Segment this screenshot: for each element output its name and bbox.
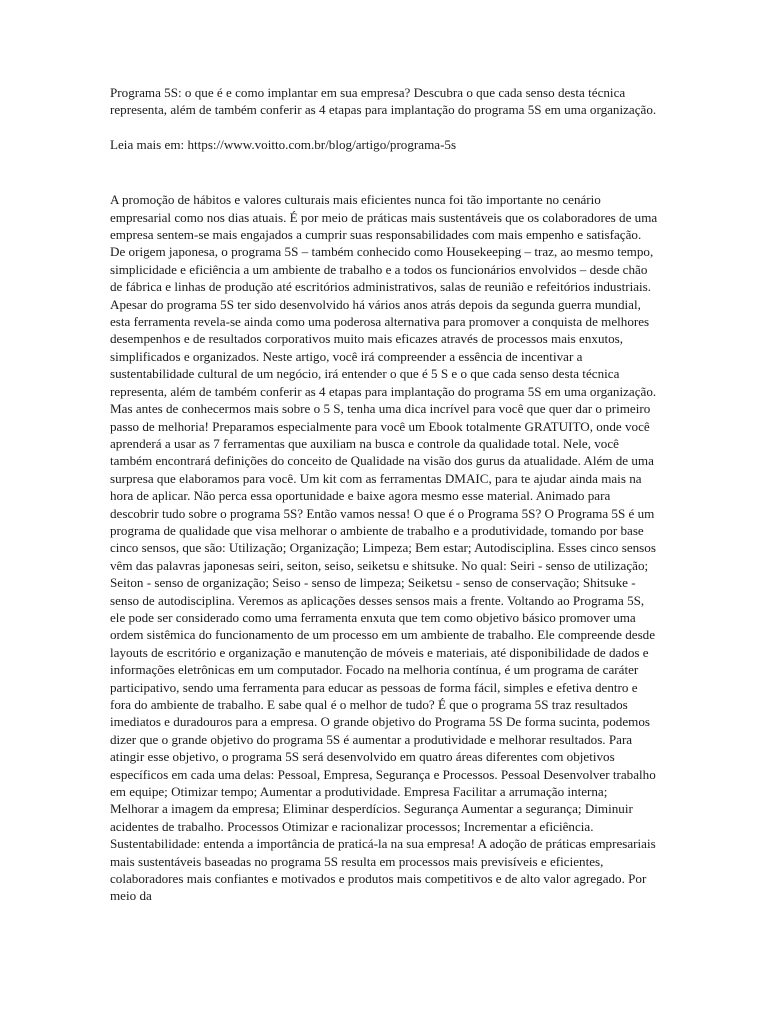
read-more-line: Leia mais em: https://www.voitto.com.br/blog/artigo/programa-5s — [110, 136, 457, 152]
body-paragraph: A promoção de hábitos e valores culturais mais eficientes nunca foi tão importante no cenário empresarial como nos dias atuais. É por meio de práticas mais sustentáveis que os colaboradores de uma empresa sentem-se mais engajados a cumprir suas responsabilidades com mais empenho e satisfação. De origem japonesa, o programa 5S – também conhecido como Housekeeping – traz, ao mesmo tempo, simplicidade e eficiência a um ambiente de trabalho e a todos os funcionários envolvidos – desde chão de fábrica e linhas de produção até escritórios administrativos, salas de reunião e refeitórios industriais. Apesar do programa 5S ter sido desenvolvido há vários anos atrás depois da segunda guerra mundial, esta ferramenta revela-se ainda como uma poderosa alternativa para promover a conquista de melhores desempenhos e de resultados corporativos muito mais eficazes através de processos mais enxutos, simplificados e organizados. Neste artigo, você irá compreender a essência de incentivar a sustentabilidade cultural de um negócio, irá entender o que é 5 S e o que cada senso desta técnica representa, além de também conferir as 4 etapas para implantação do programa 5S em uma organização. Mas antes de conhecermos mais sobre o 5 S, tenha uma dica incrível para você que quer dar o primeiro passo de melhoria! Preparamos especialmente para você um Ebook totalmente GRATUITO, onde você aprenderá a usar as 7 ferramentas que auxiliam na busca e controle da qualidade total. Nele, você também encontrará definições do conceito de Qualidade na visão dos gurus da atualidade. Além de uma surpresa que elaboramos para você. Um kit com as ferramentas DMAIC, para te ajudar ainda mais na hora de aplicar. Não perca essa oportunidade e baixe agora mesmo esse material. Animado para descobrir tudo sobre o programa 5S? Então vamos nessa! O que é o Programa 5S? O Programa 5S é um programa de qualidade que visa melhorar o ambiente de trabalho e a produtividade, tomando por base cinco sensos, que são: Utilização; Organização; Limpeza; Bem estar; Autodisciplina. Esses cinco sensos vêm das palavras japonesas seiri, seiton, seiso, seiketsu e shitsuke. No qual: Seiri - senso de utilização; Seiton - senso de organização; Seiso - senso de limpeza; Seiketsu - senso de conservação; Shitsuke - senso de autodisciplina. Veremos as aplicações desses sensos mais a frente. Voltando ao Programa 5S, ele pode ser considerado como uma ferramenta enxuta que tem como objetivo básico promover uma ordem sistêmica do funcionamento de um processo em um ambiente de trabalho. Ele compreende desde layouts de escritório e organização e manutenção de móveis e materiais, até disponibilidade de dados e informações eletrônicas em um computador. Focado na melhoria contínua, é um programa de caráter participativo, sendo uma ferramenta para educar as pessoas de forma fácil, simples e efetiva dentro e fora do ambiente de trabalho. E sabe qual é o melhor de tudo? É que o programa 5S traz resultados imediatos e duradouros para a empresa. O grande objetivo do Programa 5S De forma sucinta, podemos dizer que o grande objetivo do programa 5S é aumentar a produtividade e melhorar resultados. Para atingir esse objetivo, o programa 5S será desenvolvido em quatro áreas diferentes com objetivos específicos em cada uma delas: Pessoal, Empresa, Segurança e Processos. Pessoal Desenvolver trabalho em equipe; Otimizar tempo; Aumentar a produtividade. Empresa Facilitar a arrumação interna; Melhorar a imagem da empresa; Eliminar desperdícios. Segurança Aumentar a segurança; Diminuir acidentes de trabalho. Processos Otimizar e racionalizar processos; Incrementar a eficiência. Sustentabilidade: entenda a importância de praticá-la na sua empresa! A adoção de práticas empresariais mais sustentáveis baseadas no programa 5S resulta em processos mais previsíveis e eficientes, colaboradores mais confiantes e motivados e produtos mais competitivos e de alto valor agregado. Por meio da — [110, 192, 658, 904]
document-page — [110, 84, 658, 905]
spacer — [110, 153, 658, 191]
spacer — [110, 119, 658, 136]
intro-paragraph: Programa 5S: o que é e como implantar em sua empresa? Descubra o que cada senso desta técnica representa, além de também conferir as 4 etapas para implantação do programa 5S em uma organização. — [110, 85, 657, 118]
